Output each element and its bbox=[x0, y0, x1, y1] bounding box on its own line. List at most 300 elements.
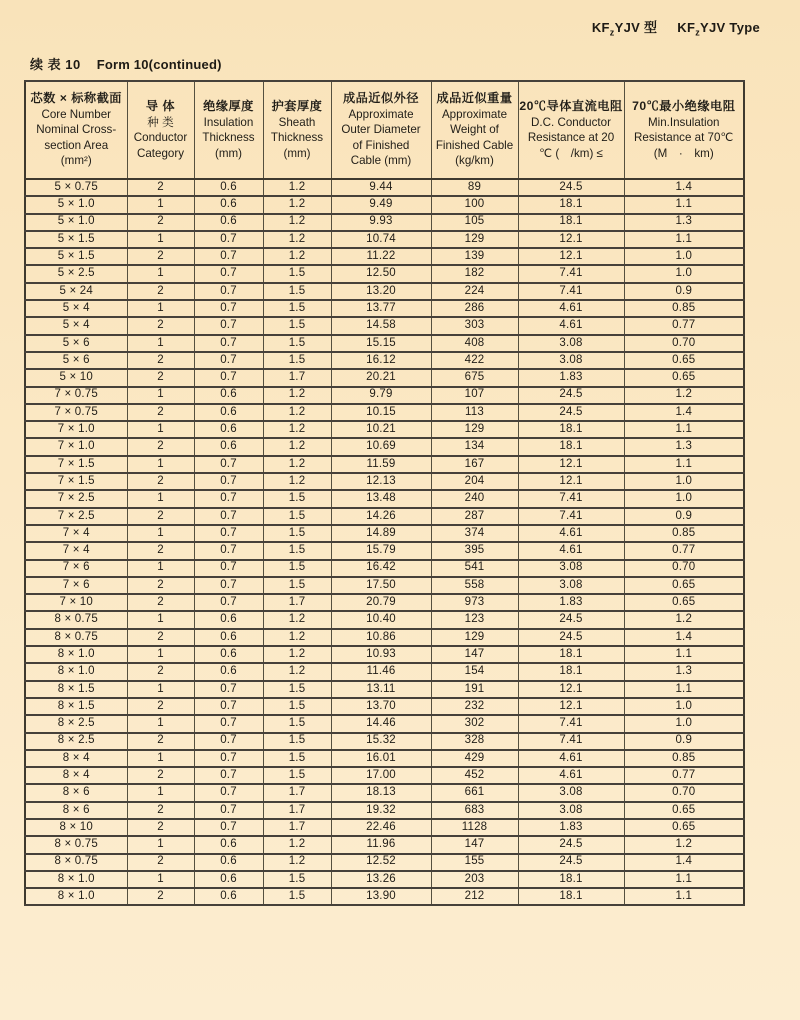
table-cell: 0.7 bbox=[194, 525, 263, 542]
table-row bbox=[25, 560, 744, 577]
table-cell: 89 bbox=[431, 179, 518, 196]
table-cell: 1.5 bbox=[263, 560, 331, 577]
table-cell: 1.2 bbox=[263, 179, 331, 196]
table-cell: 24.5 bbox=[518, 387, 624, 404]
table-cell: 9.44 bbox=[331, 179, 431, 196]
table-cell: 203 bbox=[431, 871, 518, 888]
table-row bbox=[25, 611, 744, 628]
table-cell: 1.2 bbox=[263, 404, 331, 421]
table-cell: 2 bbox=[127, 473, 194, 490]
table-cell: 10.74 bbox=[331, 231, 431, 248]
table-cell: 8 × 1.0 bbox=[25, 663, 127, 680]
table-cell: 9.93 bbox=[331, 214, 431, 231]
table-cell: 1.4 bbox=[624, 854, 744, 871]
table-cell: 7 × 1.0 bbox=[25, 421, 127, 438]
table-cell: 0.7 bbox=[194, 767, 263, 784]
table-cell: 13.77 bbox=[331, 300, 431, 317]
table-cell: 0.65 bbox=[624, 577, 744, 594]
table-cell: 1.3 bbox=[624, 438, 744, 455]
table-cell: 4.61 bbox=[518, 300, 624, 317]
table-row bbox=[25, 317, 744, 334]
table-cell: 0.7 bbox=[194, 750, 263, 767]
table-cell: 24.5 bbox=[518, 179, 624, 196]
table-cell: 1.1 bbox=[624, 421, 744, 438]
table-cell: 0.6 bbox=[194, 611, 263, 628]
table-cell: 3.08 bbox=[518, 560, 624, 577]
table-cell: 1.4 bbox=[624, 404, 744, 421]
table-cell: 105 bbox=[431, 214, 518, 231]
table-cell: 0.65 bbox=[624, 352, 744, 369]
column-header-outer-diameter: 成品近似外径 Approximate Outer Diameter of Finished Cable (mm) bbox=[331, 81, 431, 179]
table-cell: 0.7 bbox=[194, 542, 263, 559]
table-cell: 147 bbox=[431, 646, 518, 663]
table-cell: 1.1 bbox=[624, 456, 744, 473]
table-cell: 4.61 bbox=[518, 525, 624, 542]
table-cell: 8 × 1.5 bbox=[25, 681, 127, 698]
table-row bbox=[25, 646, 744, 663]
table-row bbox=[25, 784, 744, 801]
table-cell: 1 bbox=[127, 715, 194, 732]
table-cell: 0.6 bbox=[194, 387, 263, 404]
table-cell: 1.1 bbox=[624, 231, 744, 248]
table-cell: 0.7 bbox=[194, 352, 263, 369]
table-cell: 1.5 bbox=[263, 542, 331, 559]
table-cell: 107 bbox=[431, 387, 518, 404]
table-row bbox=[25, 733, 744, 750]
table-cell: 0.85 bbox=[624, 750, 744, 767]
table-cell: 8 × 4 bbox=[25, 750, 127, 767]
table-cell: 0.65 bbox=[624, 369, 744, 386]
table-row bbox=[25, 819, 744, 836]
table-cell: 2 bbox=[127, 283, 194, 300]
table-cell: 1.7 bbox=[263, 369, 331, 386]
table-cell: 7 × 4 bbox=[25, 542, 127, 559]
table-row bbox=[25, 854, 744, 871]
table-cell: 1.5 bbox=[263, 265, 331, 282]
table-cell: 10.21 bbox=[331, 421, 431, 438]
table-cell: 1 bbox=[127, 387, 194, 404]
table-cell: 1.5 bbox=[263, 300, 331, 317]
table-cell: 24.5 bbox=[518, 629, 624, 646]
spec-table-head bbox=[25, 81, 744, 179]
table-cell: 3.08 bbox=[518, 577, 624, 594]
doc-title-en: $KF_zYJV$ Type bbox=[677, 20, 760, 38]
table-cell: 18.1 bbox=[518, 663, 624, 680]
table-cell: 1128 bbox=[431, 819, 518, 836]
table-cell: 1.0 bbox=[624, 698, 744, 715]
table-cell: 9.49 bbox=[331, 196, 431, 213]
table-cell: 123 bbox=[431, 611, 518, 628]
table-cell: 154 bbox=[431, 663, 518, 680]
table-cell: 24.5 bbox=[518, 404, 624, 421]
table-cell: 8 × 4 bbox=[25, 767, 127, 784]
table-row bbox=[25, 248, 744, 265]
table-cell: 0.7 bbox=[194, 300, 263, 317]
table-cell: 1.2 bbox=[263, 456, 331, 473]
table-cell: 2 bbox=[127, 854, 194, 871]
table-cell: 1.5 bbox=[263, 698, 331, 715]
table-cell: 2 bbox=[127, 404, 194, 421]
table-cell: 8 × 2.5 bbox=[25, 715, 127, 732]
table-cell: 0.7 bbox=[194, 594, 263, 611]
table-cell: 5 × 1.0 bbox=[25, 214, 127, 231]
table-cell: 0.7 bbox=[194, 508, 263, 525]
table-cell: 5 × 0.75 bbox=[25, 179, 127, 196]
table-cell: 12.13 bbox=[331, 473, 431, 490]
table-cell: 5 × 4 bbox=[25, 317, 127, 334]
column-header-weight: 成品近似重量 Approximate Weight of Finished Cable (kg/km) bbox=[431, 81, 518, 179]
table-cell: 16.01 bbox=[331, 750, 431, 767]
table-cell: 0.7 bbox=[194, 456, 263, 473]
table-row bbox=[25, 196, 744, 213]
table-cell: 113 bbox=[431, 404, 518, 421]
table-cell: 7 × 2.5 bbox=[25, 490, 127, 507]
table-cell: 1.83 bbox=[518, 594, 624, 611]
table-cell: 1 bbox=[127, 196, 194, 213]
table-cell: 1 bbox=[127, 784, 194, 801]
table-row bbox=[25, 300, 744, 317]
table-cell: 303 bbox=[431, 317, 518, 334]
table-cell: 374 bbox=[431, 525, 518, 542]
column-header-insulation-thickness: 绝缘厚度 Insulation Thickness (mm) bbox=[194, 81, 263, 179]
table-row bbox=[25, 836, 744, 853]
table-row bbox=[25, 681, 744, 698]
table-row bbox=[25, 352, 744, 369]
table-cell: 0.7 bbox=[194, 317, 263, 334]
table-cell: 2 bbox=[127, 577, 194, 594]
table-cell: 18.1 bbox=[518, 646, 624, 663]
table-cell: 8 × 6 bbox=[25, 802, 127, 819]
table-cell: 1 bbox=[127, 490, 194, 507]
table-cell: 18.1 bbox=[518, 421, 624, 438]
table-cell: 17.00 bbox=[331, 767, 431, 784]
table-cell: 675 bbox=[431, 369, 518, 386]
table-cell: 240 bbox=[431, 490, 518, 507]
table-cell: 11.22 bbox=[331, 248, 431, 265]
table-row bbox=[25, 490, 744, 507]
table-cell: 1 bbox=[127, 750, 194, 767]
table-cell: 1.2 bbox=[263, 473, 331, 490]
table-cell: 5 × 1.5 bbox=[25, 231, 127, 248]
table-cell: 5 × 1.5 bbox=[25, 248, 127, 265]
table-cell: 1.5 bbox=[263, 525, 331, 542]
caption-en: Form 10(continued) bbox=[96, 57, 222, 72]
table-cell: 1.7 bbox=[263, 594, 331, 611]
table-cell: 14.46 bbox=[331, 715, 431, 732]
table-cell: 1.2 bbox=[263, 646, 331, 663]
table-cell: 1 bbox=[127, 335, 194, 352]
column-header-dc-resistance: 20℃导体直流电阻 D.C. Conductor Resistance at 20 ℃ ( /km) ≤ bbox=[518, 81, 624, 179]
table-cell: 0.70 bbox=[624, 335, 744, 352]
table-cell: 12.1 bbox=[518, 231, 624, 248]
table-cell: 1.2 bbox=[263, 629, 331, 646]
column-header-core-number: 芯数 × 标称截面 Core Number Nominal Cross- section Area (mm²) bbox=[25, 81, 127, 179]
table-cell: 0.6 bbox=[194, 438, 263, 455]
table-cell: 683 bbox=[431, 802, 518, 819]
table-cell: 13.11 bbox=[331, 681, 431, 698]
table-cell: 167 bbox=[431, 456, 518, 473]
table-cell: 0.7 bbox=[194, 283, 263, 300]
table-cell: 24.5 bbox=[518, 836, 624, 853]
table-cell: 0.85 bbox=[624, 525, 744, 542]
table-cell: 0.7 bbox=[194, 802, 263, 819]
header-row bbox=[25, 81, 744, 179]
table-cell: 8 × 1.5 bbox=[25, 698, 127, 715]
table-cell: 5 × 10 bbox=[25, 369, 127, 386]
table-cell: 8 × 2.5 bbox=[25, 733, 127, 750]
table-cell: 1.83 bbox=[518, 819, 624, 836]
table-row bbox=[25, 421, 744, 438]
table-cell: 0.6 bbox=[194, 871, 263, 888]
table-cell: 18.1 bbox=[518, 196, 624, 213]
table-row bbox=[25, 369, 744, 386]
spec-table-body bbox=[25, 179, 744, 905]
table-cell: 0.7 bbox=[194, 698, 263, 715]
table-cell: 20.21 bbox=[331, 369, 431, 386]
table-cell: 12.1 bbox=[518, 473, 624, 490]
table-cell: 1.1 bbox=[624, 196, 744, 213]
table-cell: 10.15 bbox=[331, 404, 431, 421]
table-cell: 7 × 10 bbox=[25, 594, 127, 611]
table-cell: 224 bbox=[431, 283, 518, 300]
table-cell: 18.1 bbox=[518, 438, 624, 455]
table-row bbox=[25, 629, 744, 646]
table-cell: 0.7 bbox=[194, 248, 263, 265]
table-cell: 100 bbox=[431, 196, 518, 213]
table-cell: 22.46 bbox=[331, 819, 431, 836]
table-row bbox=[25, 871, 744, 888]
table-cell: 1 bbox=[127, 265, 194, 282]
table-cell: 5 × 6 bbox=[25, 352, 127, 369]
table-cell: 1.5 bbox=[263, 871, 331, 888]
table-row bbox=[25, 508, 744, 525]
table-cell: 7 × 4 bbox=[25, 525, 127, 542]
table-cell: 328 bbox=[431, 733, 518, 750]
table-cell: 0.6 bbox=[194, 179, 263, 196]
table-cell: 5 × 4 bbox=[25, 300, 127, 317]
table-cell: 14.26 bbox=[331, 508, 431, 525]
table-row bbox=[25, 542, 744, 559]
table-cell: 2 bbox=[127, 214, 194, 231]
table-cell: 18.13 bbox=[331, 784, 431, 801]
table-cell: 15.15 bbox=[331, 335, 431, 352]
table-cell: 1.2 bbox=[263, 854, 331, 871]
table-cell: 1.3 bbox=[624, 663, 744, 680]
table-row bbox=[25, 525, 744, 542]
table-cell: 1.2 bbox=[263, 663, 331, 680]
table-cell: 1 bbox=[127, 456, 194, 473]
table-cell: 0.7 bbox=[194, 560, 263, 577]
table-cell: 1 bbox=[127, 611, 194, 628]
table-cell: 8 × 1.0 bbox=[25, 871, 127, 888]
table-cell: 1 bbox=[127, 836, 194, 853]
column-header-conductor-category: 导 体 种 类 Conductor Category bbox=[127, 81, 194, 179]
table-cell: 3.08 bbox=[518, 335, 624, 352]
table-cell: 2 bbox=[127, 317, 194, 334]
table-cell: 0.7 bbox=[194, 733, 263, 750]
table-cell: 12.1 bbox=[518, 681, 624, 698]
table-cell: 2 bbox=[127, 802, 194, 819]
table-cell: 9.79 bbox=[331, 387, 431, 404]
table-cell: 8 × 10 bbox=[25, 819, 127, 836]
table-cell: 7 × 0.75 bbox=[25, 404, 127, 421]
table-cell: 1 bbox=[127, 871, 194, 888]
table-cell: 429 bbox=[431, 750, 518, 767]
table-row bbox=[25, 265, 744, 282]
table-cell: 15.79 bbox=[331, 542, 431, 559]
table-cell: 8 × 0.75 bbox=[25, 854, 127, 871]
table-cell: 2 bbox=[127, 438, 194, 455]
table-cell: 134 bbox=[431, 438, 518, 455]
table-cell: 7.41 bbox=[518, 733, 624, 750]
table-cell: 1.2 bbox=[624, 387, 744, 404]
table-caption bbox=[30, 54, 222, 73]
table-row bbox=[25, 231, 744, 248]
table-cell: 0.7 bbox=[194, 265, 263, 282]
table-cell: 7.41 bbox=[518, 283, 624, 300]
table-cell: 13.26 bbox=[331, 871, 431, 888]
table-cell: 8 × 6 bbox=[25, 784, 127, 801]
doc-title-zh: $KF_zYJV$ 型 bbox=[591, 20, 658, 38]
table-cell: 11.96 bbox=[331, 836, 431, 853]
table-cell: 1.5 bbox=[263, 335, 331, 352]
table-cell: 10.69 bbox=[331, 438, 431, 455]
table-cell: 204 bbox=[431, 473, 518, 490]
table-cell: 20.79 bbox=[331, 594, 431, 611]
table-cell: 7 × 2.5 bbox=[25, 508, 127, 525]
table-cell: 0.6 bbox=[194, 836, 263, 853]
table-cell: 1.5 bbox=[263, 490, 331, 507]
table-cell: 12.1 bbox=[518, 698, 624, 715]
table-cell: 11.46 bbox=[331, 663, 431, 680]
table-cell: 2 bbox=[127, 179, 194, 196]
table-cell: 19.32 bbox=[331, 802, 431, 819]
table-cell: 212 bbox=[431, 888, 518, 905]
table-cell: 0.7 bbox=[194, 681, 263, 698]
table-cell: 0.7 bbox=[194, 784, 263, 801]
table-cell: 7 × 6 bbox=[25, 577, 127, 594]
table-cell: 1.0 bbox=[624, 248, 744, 265]
table-row bbox=[25, 698, 744, 715]
table-cell: 558 bbox=[431, 577, 518, 594]
table-cell: 7 × 1.5 bbox=[25, 473, 127, 490]
table-cell: 1.2 bbox=[263, 438, 331, 455]
table-cell: 5 × 2.5 bbox=[25, 265, 127, 282]
doc-title bbox=[592, 17, 760, 38]
table-row bbox=[25, 577, 744, 594]
table-cell: 4.61 bbox=[518, 767, 624, 784]
table-cell: 1.1 bbox=[624, 871, 744, 888]
table-cell: 1.5 bbox=[263, 750, 331, 767]
table-cell: 10.93 bbox=[331, 646, 431, 663]
table-cell: 395 bbox=[431, 542, 518, 559]
table-cell: 2 bbox=[127, 629, 194, 646]
table-cell: 1.3 bbox=[624, 214, 744, 231]
table-cell: 1.5 bbox=[263, 681, 331, 698]
table-cell: 0.65 bbox=[624, 819, 744, 836]
table-cell: 15.32 bbox=[331, 733, 431, 750]
table-cell: 1.2 bbox=[263, 231, 331, 248]
table-cell: 0.6 bbox=[194, 214, 263, 231]
table-cell: 7 × 1.0 bbox=[25, 438, 127, 455]
table-cell: 0.9 bbox=[624, 733, 744, 750]
table-row bbox=[25, 283, 744, 300]
table-cell: 0.7 bbox=[194, 819, 263, 836]
table-row bbox=[25, 888, 744, 905]
table-cell: 0.7 bbox=[194, 715, 263, 732]
table-cell: 12.50 bbox=[331, 265, 431, 282]
table-cell: 1.5 bbox=[263, 283, 331, 300]
table-cell: 1.2 bbox=[263, 421, 331, 438]
table-cell: 1.0 bbox=[624, 473, 744, 490]
table-row bbox=[25, 335, 744, 352]
table-cell: 18.1 bbox=[518, 888, 624, 905]
table-cell: 24.5 bbox=[518, 611, 624, 628]
table-cell: 0.6 bbox=[194, 629, 263, 646]
table-cell: 13.70 bbox=[331, 698, 431, 715]
table-cell: 7.41 bbox=[518, 715, 624, 732]
table-cell: 2 bbox=[127, 369, 194, 386]
table-cell: 12.1 bbox=[518, 456, 624, 473]
table-cell: 1.5 bbox=[263, 577, 331, 594]
table-cell: 0.70 bbox=[624, 784, 744, 801]
table-cell: 2 bbox=[127, 508, 194, 525]
column-header-sheath-thickness: 护套厚度 Sheath Thickness (mm) bbox=[263, 81, 331, 179]
caption-zh: 续 表 10 bbox=[30, 57, 81, 72]
table-cell: 2 bbox=[127, 888, 194, 905]
table-row bbox=[25, 663, 744, 680]
table-cell: 1 bbox=[127, 525, 194, 542]
table-cell: 2 bbox=[127, 698, 194, 715]
table-row bbox=[25, 404, 744, 421]
table-cell: 5 × 24 bbox=[25, 283, 127, 300]
table-cell: 129 bbox=[431, 231, 518, 248]
column-header-min-insulation-resistance: 70℃最小绝缘电阻 Min.Insulation Resistance at 70℃ (M · km) bbox=[624, 81, 744, 179]
table-row bbox=[25, 387, 744, 404]
table-cell: 7.41 bbox=[518, 265, 624, 282]
table-cell: 2 bbox=[127, 733, 194, 750]
table-cell: 1.0 bbox=[624, 490, 744, 507]
table-cell: 18.1 bbox=[518, 871, 624, 888]
table-cell: 1.4 bbox=[624, 179, 744, 196]
table-row bbox=[25, 214, 744, 231]
table-cell: 1.5 bbox=[263, 352, 331, 369]
table-cell: 422 bbox=[431, 352, 518, 369]
table-cell: 1.1 bbox=[624, 646, 744, 663]
table-cell: 14.58 bbox=[331, 317, 431, 334]
table-cell: 139 bbox=[431, 248, 518, 265]
table-cell: 18.1 bbox=[518, 214, 624, 231]
table-cell: 661 bbox=[431, 784, 518, 801]
cable-spec-table bbox=[24, 80, 745, 906]
table-cell: 7 × 1.5 bbox=[25, 456, 127, 473]
table-cell: 17.50 bbox=[331, 577, 431, 594]
table-cell: 302 bbox=[431, 715, 518, 732]
table-cell: 541 bbox=[431, 560, 518, 577]
table-cell: 1.2 bbox=[263, 248, 331, 265]
table-cell: 286 bbox=[431, 300, 518, 317]
table-cell: 7 × 6 bbox=[25, 560, 127, 577]
table-cell: 0.6 bbox=[194, 663, 263, 680]
table-row bbox=[25, 594, 744, 611]
table-cell: 4.61 bbox=[518, 317, 624, 334]
table-cell: 0.65 bbox=[624, 802, 744, 819]
table-cell: 1.1 bbox=[624, 888, 744, 905]
table-cell: 7.41 bbox=[518, 508, 624, 525]
table-cell: 0.6 bbox=[194, 421, 263, 438]
table-cell: 1.5 bbox=[263, 888, 331, 905]
table-cell: 0.77 bbox=[624, 767, 744, 784]
